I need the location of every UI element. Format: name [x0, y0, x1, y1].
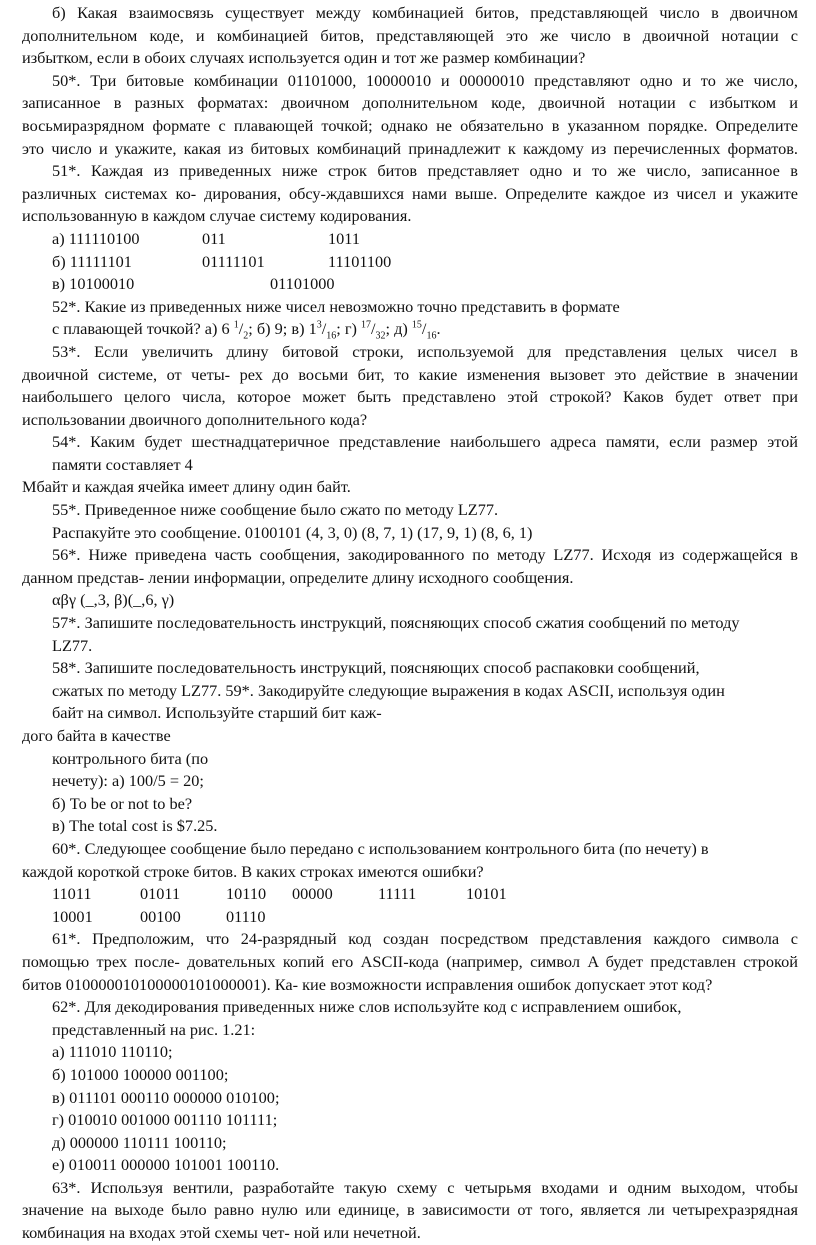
numerator: 17 [361, 319, 372, 331]
cell: 01110 [226, 906, 266, 926]
row-60-2 [22, 906, 798, 929]
paragraphs-61-63 [22, 928, 798, 1244]
text-line: битов 010000010100000101000001). Ка- кие возможности исправления ошибок допускает этот код? [22, 974, 713, 994]
numerator: 3 [316, 319, 322, 331]
text-line: 56*. Ниже приведена часть сообщения, закодированного по методу LZ77. Исходя из содержащейся в [52, 545, 798, 565]
denominator: 16 [426, 330, 437, 342]
cell: 10001 [52, 906, 93, 926]
text-line: е) 010011 000000 101001 100110. [52, 1155, 280, 1175]
text-line: записанное в разных форматах: двоичном дополнительном коде, двоичной нотации с избытком и [22, 93, 798, 113]
cell: 01101000 [270, 274, 335, 294]
text-line: каждой короткой строке битов. В каких строках имеются ошибки? [22, 861, 484, 881]
text-line: 55*. Приведенное ниже сообщение было сжато по методу LZ77. [52, 500, 499, 520]
cell: 00000 [292, 884, 333, 904]
fraction-slash: / [421, 319, 427, 339]
text-line: комбинация на входах этой схемы чет- ной или нечетной. [22, 1223, 421, 1243]
cell: а) 111110100 [52, 228, 140, 248]
text: ; г) [336, 319, 362, 339]
paragraphs-49-51 [22, 2, 798, 228]
fraction-slash: / [321, 319, 327, 339]
denominator: 2 [243, 330, 249, 342]
denominator: 16 [326, 330, 337, 342]
text-line: 58*. Запишите последовательность инструкций, поясняющих способ распаковки сообщений, [52, 658, 700, 678]
text-line: а) 111010 110110; [52, 1042, 173, 1062]
cell: 01011 [140, 884, 181, 904]
paragraphs-53-60 [22, 341, 798, 883]
text-line: 54*. Каким будет шестнадцатеричное представление наибольшего адреса памяти, если размер этой [52, 432, 798, 452]
cell: б) 11111101 [52, 251, 132, 271]
cell: 011 [202, 228, 226, 248]
text-line: использованную в каждом случае систему кодирования. [22, 206, 412, 226]
text-line: Распакуйте это сообщение. 0100101 (4, 3, 0) (8, 7, 1) (17, 9, 1) (8, 6, 1) [52, 522, 533, 542]
text-line: избытком, если в обоих случаях используется один и тот же размер комбинации? [22, 48, 586, 68]
text-line: в) The total cost is $7.25. [52, 816, 218, 836]
numerator: 15 [411, 319, 422, 331]
row-51-b [22, 251, 798, 274]
q52-line1: 52*. Какие из приведенных ниже чисел невозможно точно представить в формате [52, 296, 620, 316]
denominator: 32 [375, 330, 386, 342]
text: ; б) 9; в) 1 [248, 319, 317, 339]
text: с плавающей точкой? а) 6 [52, 319, 234, 339]
text-line: сжатых по методу LZ77. 59*. Закодируйте следующие выражения в кодах ASCII, используя один [52, 680, 725, 700]
bit-table-60 [22, 883, 798, 928]
text-line: 50*. Три битовые комбинации 01101000, 10000010 и 00000010 представляют одно и то же число, [52, 70, 798, 90]
text-line: наибольшего целого числа, которое может быть представлено этой строкой? Каков будет ответ при [22, 387, 798, 407]
text-line: б) 101000 100000 001100; [52, 1064, 229, 1084]
text-line: д) 000000 110111 100110; [52, 1132, 227, 1152]
text-line: 62*. Для декодирования приведенных ниже слов используйте код с исправлением ошибок, [52, 997, 682, 1017]
text-line: 57*. Запишите последовательность инструкций, поясняющих способ сжатия сообщений по методу [52, 613, 740, 633]
text-line: данном представ- лении информации, определите длину исходного сообщения. [22, 567, 574, 587]
text-line: представленный на рис. 1.21: [52, 1019, 256, 1039]
text-line: памяти составляет 4 [52, 454, 193, 474]
text-line: различных системах ко- дирования, обсу-ждавшихся нами выше. Определите каждое из чисел и укажите [22, 183, 798, 203]
text-line: использовании двоичного дополнительного кода? [22, 409, 368, 429]
text-line: дополнительном коде, и комбинацией битов, представляющей это же число в двоичной нотации с [22, 25, 798, 45]
text-line: 61*. Предположим, что 24-разрядный код создан посредством представления каждого символа с [52, 929, 798, 949]
document-page [22, 2, 798, 1245]
text-line: αβγ (_,3, β)(_,6, γ) [52, 590, 175, 610]
text-line: Мбайт и каждая ячейка имеет длину один байт. [22, 477, 351, 497]
text: ; д) [385, 319, 412, 339]
numerator: 1 [233, 319, 239, 331]
cell: 00100 [140, 906, 181, 926]
fraction-slash: / [238, 319, 244, 339]
cell: 11101100 [328, 251, 392, 271]
text-line: г) 010010 001000 001110 101111; [52, 1110, 278, 1130]
row-51-c [22, 273, 798, 296]
text-line: б) Какая взаимосвязь существует между комбинацией битов, представляющей число в двоичном [52, 3, 798, 22]
text-line: в) 011101 000110 000000 010100; [52, 1087, 280, 1107]
text-line: восьмиразрядном формате с плавающей точкой; однако не обязательно в указанном порядке. Определите [22, 115, 798, 135]
cell: 10110 [226, 884, 267, 904]
text-line: контрольного бита (по [52, 748, 209, 768]
text-line: байт на символ. Используйте старший бит каж- [52, 703, 382, 723]
text-line: дого байта в качестве [22, 726, 171, 745]
text-line: двоичной системе, от четы- рех до восьми бит, то какие изменения вызовет это действие в значении [22, 364, 798, 384]
text-line: 53*. Если увеличить длину битовой строки, используемой для представления целых чисел в [52, 341, 798, 361]
text-line: 60*. Следующее сообщение было передано с использованием контрольного бита (по нечету) в [52, 838, 709, 858]
cell: 01111101 [202, 251, 265, 271]
cell: в) 10100010 [52, 274, 135, 294]
cell: 11111 [378, 884, 417, 904]
row-51-a [22, 228, 798, 251]
text-line: нечету): а) 100/5 = 20; [52, 771, 204, 791]
text-line: 51*. Каждая из приведенных ниже строк битов представляет одно и то же число, записанное в [52, 161, 798, 181]
row-60-1 [22, 883, 798, 906]
q52-line2 [22, 318, 798, 341]
fraction-slash: / [371, 319, 376, 339]
cell: 1011 [328, 228, 360, 248]
text-line: это число и укажите, какая из битовых комбинаций принадлежит к каждому из перечисленных форматов. [22, 138, 798, 158]
text-line: 63*. Используя вентили, разработайте такую схему с четырьмя входами и одним выходом, чтобы [52, 1177, 798, 1197]
cell: 10101 [466, 884, 507, 904]
text-line: помощью трех после- довательных копий его ASCII-кода (например, символ A будет представлен строкой [22, 951, 798, 971]
cell: 11011 [52, 884, 92, 904]
text: . [436, 319, 441, 339]
text-line: LZ77. [52, 635, 93, 655]
text-line: б) To be or not to be? [52, 793, 193, 813]
bit-table-51 [22, 228, 798, 296]
text-line: значение на выходе было равно нулю или единице, в зависимости от того, является ли четырехразрядная [22, 1200, 798, 1220]
